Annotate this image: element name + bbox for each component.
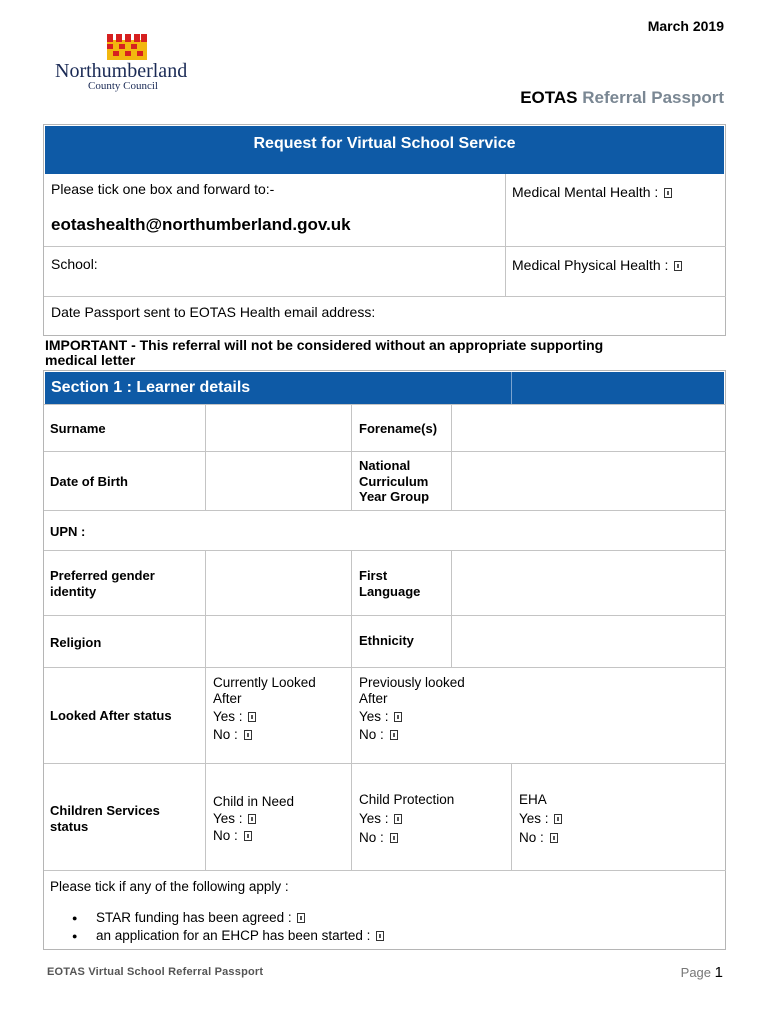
- forename-label-cell: [351, 404, 452, 452]
- apply-list: [44, 909, 384, 945]
- medical-mental-label: Medical Mental Health :: [512, 184, 659, 200]
- passport-title: [520, 88, 724, 108]
- date-sent-cell[interactable]: [44, 296, 725, 336]
- section1-title-bar: [45, 372, 724, 404]
- request-table: [43, 124, 726, 336]
- currently-la-yes-checkbox[interactable]: [248, 712, 256, 722]
- gender-label-cell: [44, 550, 206, 616]
- school-label: School:: [51, 256, 98, 272]
- footer-title: EOTAS Virtual School Referral Passport: [47, 966, 264, 978]
- first-language-label-cell: [351, 550, 452, 616]
- ethnicity-field[interactable]: [451, 615, 726, 668]
- document-date: March 2019: [647, 18, 724, 34]
- passport-title-bold: EOTAS: [520, 88, 578, 107]
- page-number: Page 1: [680, 964, 723, 981]
- eha-no-checkbox[interactable]: [550, 833, 558, 843]
- ethnicity-label: Ethnicity: [359, 633, 414, 648]
- surname-label: Surname: [50, 421, 106, 436]
- gender-label: Preferred gender identity: [50, 568, 155, 599]
- medical-physical-checkbox[interactable]: [674, 261, 682, 271]
- star-funding-checkbox[interactable]: [297, 913, 305, 923]
- medical-physical-label: Medical Physical Health :: [512, 257, 669, 273]
- gender-field[interactable]: [205, 550, 352, 616]
- logo-name: Northumberland: [55, 60, 188, 82]
- important-note: [45, 338, 603, 368]
- eotas-email: eotashealth@northumberland.gov.uk: [51, 215, 351, 234]
- cin-yes-checkbox[interactable]: [248, 814, 256, 824]
- previously-la-no-checkbox[interactable]: [390, 730, 398, 740]
- council-logo: [55, 34, 205, 94]
- first-language-label: First Language: [359, 568, 421, 599]
- children-services-label: Children Services status: [50, 803, 160, 834]
- dob-label-cell: [44, 451, 206, 511]
- forward-to-cell: [44, 174, 506, 247]
- list-item[interactable]: ● an application for an EHCP has been started :: [44, 927, 384, 945]
- child-protection-cell[interactable]: Child Protection Yes : No :: [351, 763, 512, 871]
- religion-field[interactable]: [205, 615, 352, 668]
- looked-after-label: Looked After status: [50, 708, 172, 723]
- logo-subtitle: County Council: [88, 80, 158, 92]
- dob-field[interactable]: [205, 451, 352, 511]
- upn-label: UPN :: [50, 524, 86, 539]
- tick-apply-cell: [44, 870, 726, 950]
- children-services-label-cell: [44, 763, 206, 871]
- list-item[interactable]: ● STAR funding has been agreed :: [44, 909, 384, 927]
- cp-no-checkbox[interactable]: [390, 833, 398, 843]
- section1-title: Section 1 : Learner details: [51, 379, 251, 396]
- nc-year-field[interactable]: [451, 451, 726, 511]
- important-line-1: IMPORTANT - This referral will not be considered without an appropriate supporting: [45, 337, 604, 353]
- medical-mental-checkbox[interactable]: [664, 188, 672, 198]
- previously-la-yes-checkbox[interactable]: [394, 712, 402, 722]
- cp-yes-checkbox[interactable]: [394, 814, 402, 824]
- tick-instruction: Please tick one box and forward to:-: [51, 181, 275, 197]
- date-sent-label: Date Passport sent to EOTAS Health email address:: [51, 304, 376, 320]
- castle-crest-icon: [107, 34, 147, 60]
- cin-no-checkbox[interactable]: [244, 831, 252, 841]
- passport-title-grey: Referral Passport: [582, 88, 724, 107]
- ehcp-checkbox[interactable]: [376, 931, 384, 941]
- ethnicity-label-cell: [351, 615, 452, 668]
- upn-cell[interactable]: [44, 510, 726, 551]
- first-language-field[interactable]: [451, 550, 726, 616]
- forename-field[interactable]: [451, 404, 726, 452]
- surname-label-cell: [44, 404, 206, 452]
- eha-cell[interactable]: EHA Yes : No :: [511, 763, 726, 871]
- previously-looked-after-cell[interactable]: Previously looked After Yes : No :: [351, 667, 726, 764]
- currently-la-no-checkbox[interactable]: [244, 730, 252, 740]
- eha-yes-checkbox[interactable]: [554, 814, 562, 824]
- request-title: Request for Virtual School Service: [253, 135, 516, 152]
- dob-label: Date of Birth: [50, 474, 128, 489]
- request-title-bar: [45, 126, 724, 174]
- tick-apply-label: Please tick if any of the following apply :: [50, 879, 289, 894]
- religion-label-cell: [44, 615, 206, 668]
- currently-looked-after-cell[interactable]: Currently Looked After Yes : No :: [205, 667, 352, 764]
- looked-after-label-cell: [44, 667, 206, 764]
- surname-field[interactable]: [205, 404, 352, 452]
- medical-physical-cell[interactable]: [505, 246, 726, 297]
- nc-year-label: National Curriculum Year Group: [359, 458, 430, 504]
- important-line-2: medical letter: [45, 352, 136, 368]
- nc-year-label-cell: [351, 451, 452, 511]
- medical-mental-cell[interactable]: [505, 174, 726, 247]
- forename-label: Forename(s): [359, 421, 438, 436]
- school-cell[interactable]: [44, 246, 506, 297]
- learner-details-table: [43, 370, 726, 950]
- child-in-need-cell[interactable]: Child in Need Yes : No :: [205, 763, 352, 871]
- religion-label: Religion: [50, 635, 102, 650]
